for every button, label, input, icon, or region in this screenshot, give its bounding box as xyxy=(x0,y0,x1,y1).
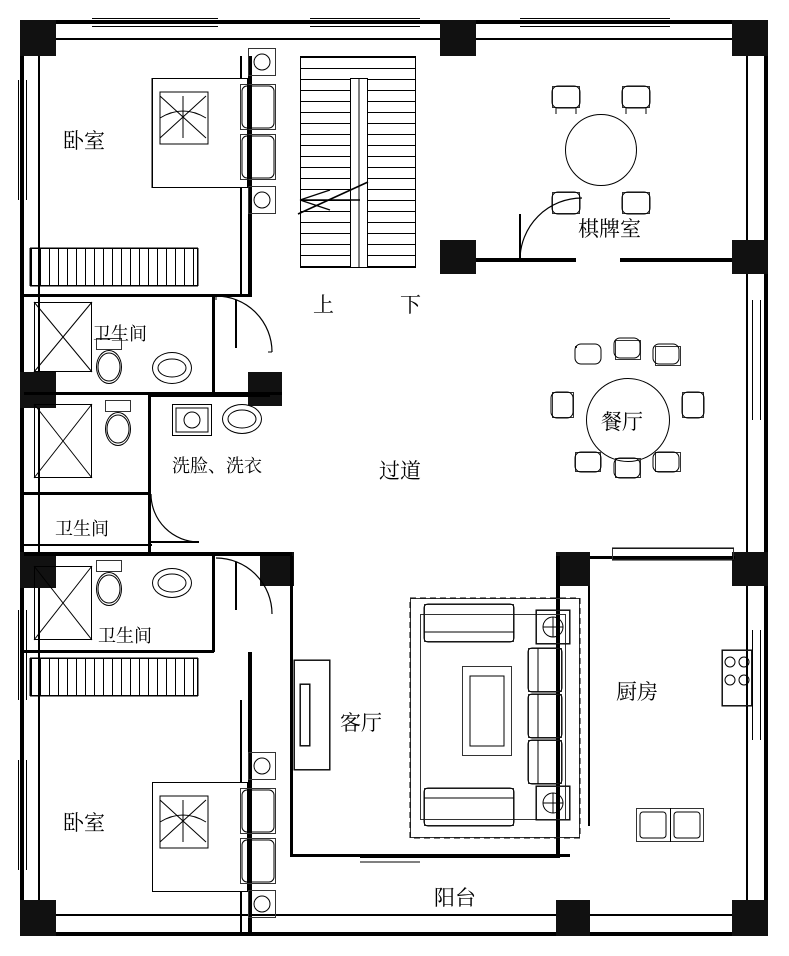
column-mr-upper xyxy=(440,240,476,274)
wardrobe-bottom xyxy=(30,658,198,696)
dining-chair-6 xyxy=(575,452,601,472)
nightstand-top-1 xyxy=(248,48,276,76)
column-mm xyxy=(248,372,282,406)
window-top-2b xyxy=(310,26,420,27)
window-top-3b xyxy=(520,26,670,27)
column-bm xyxy=(556,900,590,936)
dining-chair-4 xyxy=(552,392,574,418)
wall-mid-horizontal-b xyxy=(24,544,152,546)
window-right-1 xyxy=(760,300,761,420)
column-tr xyxy=(732,20,768,56)
wall-outer-top xyxy=(20,20,768,24)
label-living-room: 客厅 xyxy=(340,711,382,735)
wall-outer-right-inner xyxy=(746,20,748,936)
nightstand-bottom-1 xyxy=(248,752,276,780)
column-br xyxy=(732,900,768,936)
label-balcony: 阳台 xyxy=(434,886,476,910)
toilet-3-tank xyxy=(96,560,122,572)
wall-bath2-bottom xyxy=(24,492,151,495)
bed-bottom-pillow-b xyxy=(240,838,276,884)
dining-chair-2 xyxy=(615,340,641,360)
wall-outer-left xyxy=(20,20,24,936)
nightstand-top-2 xyxy=(248,186,276,214)
bed-bottom-pillow-a xyxy=(240,788,276,834)
wall-bath2-right xyxy=(148,395,151,495)
window-right-2b xyxy=(752,630,753,740)
wall-outer-left-inner xyxy=(38,20,40,936)
label-dining-room: 餐厅 xyxy=(601,410,643,434)
stove xyxy=(722,650,752,706)
sofa-top xyxy=(424,604,514,642)
label-bathroom-2: 卫生间 xyxy=(55,519,109,540)
wall-outer-top-inner xyxy=(20,38,768,40)
label-kitchen: 厨房 xyxy=(616,680,658,704)
bed-top-pillow-a xyxy=(240,84,276,130)
mahjong-chair-3 xyxy=(552,192,580,214)
toilet-3 xyxy=(96,572,122,606)
window-top-2 xyxy=(310,18,420,19)
mahjong-chair-2 xyxy=(622,86,650,108)
label-corridor: 过道 xyxy=(379,459,421,483)
dining-chair-5 xyxy=(682,392,704,418)
bed-bottom xyxy=(152,782,248,892)
toilet-2 xyxy=(105,412,131,446)
window-top-1b xyxy=(92,26,218,27)
column-r-lower xyxy=(732,552,768,586)
window-left-1 xyxy=(18,80,19,200)
wall-below-bedroom-top xyxy=(24,294,252,297)
mahjong-table xyxy=(565,114,637,186)
sofa-right-2 xyxy=(528,694,562,738)
wall-outer-bottom xyxy=(20,932,768,936)
wall-balcony-top xyxy=(360,856,560,858)
kitchen-sink-divider xyxy=(670,808,671,842)
label-bedroom-bottom: 卧室 xyxy=(63,811,105,835)
side-table-bottom xyxy=(536,786,570,820)
sink-3 xyxy=(152,568,192,598)
tv xyxy=(300,684,310,746)
kitchen-counter-top xyxy=(612,548,734,560)
toilet-2-tank xyxy=(105,400,131,412)
label-bathroom-3: 卫生间 xyxy=(98,626,152,647)
label-stair-up: 上 xyxy=(313,293,334,317)
label-bathroom-1: 卫生间 xyxy=(93,324,147,345)
bed-top-pillow-b xyxy=(240,134,276,180)
toilet-1 xyxy=(96,350,122,384)
stair-railing xyxy=(350,78,368,268)
window-top-3 xyxy=(520,18,670,19)
column-tm xyxy=(440,20,476,56)
wall-bath3-bottom xyxy=(24,650,214,653)
sofa-right-3 xyxy=(528,740,562,784)
wall-bath1-right xyxy=(212,294,215,394)
window-right-2 xyxy=(760,630,761,740)
wall-outer-right xyxy=(764,20,768,936)
sofa-right-1 xyxy=(528,648,562,692)
wall-wash-top xyxy=(150,394,270,397)
dining-chair-3 xyxy=(655,346,681,366)
sofa-bottom xyxy=(424,788,514,826)
window-left-3b xyxy=(26,760,27,870)
wall-kitchen-left-b xyxy=(588,586,590,826)
window-left-2 xyxy=(18,610,19,700)
mahjong-chair-4 xyxy=(622,192,650,214)
label-mahjong-room: 棋牌室 xyxy=(578,217,641,241)
wardrobe-top xyxy=(30,248,198,286)
window-right-1b xyxy=(752,300,753,420)
wall-living-left xyxy=(290,556,293,856)
window-left-2b xyxy=(26,610,27,700)
label-wash-laundry: 洗脸、洗衣 xyxy=(172,456,262,477)
wall-mid-horizontal xyxy=(24,552,292,556)
mahjong-chair-1 xyxy=(552,86,580,108)
column-bl xyxy=(20,900,56,936)
shower-3 xyxy=(34,566,92,640)
column-right-upper xyxy=(732,240,768,274)
wall-outer-bottom-inner xyxy=(20,914,768,916)
column-ml xyxy=(20,372,56,408)
nightstand-bottom-2 xyxy=(248,890,276,918)
side-table-top xyxy=(536,610,570,644)
column-mr-lower xyxy=(556,552,590,586)
window-left-3 xyxy=(18,760,19,870)
wall-mahjong-bottom-2 xyxy=(620,258,732,262)
shower-1 xyxy=(34,302,92,372)
label-stair-down: 下 xyxy=(400,293,421,317)
label-bedroom-top: 卧室 xyxy=(63,129,105,153)
sink-1 xyxy=(152,352,192,384)
bed-top xyxy=(152,78,248,188)
dining-chair-8 xyxy=(655,452,681,472)
washing-machine xyxy=(172,404,212,436)
coffee-table xyxy=(462,666,512,756)
window-top-1 xyxy=(92,18,218,19)
wall-bath3-right xyxy=(212,556,215,652)
dining-chair-1 xyxy=(575,346,577,348)
wash-basin xyxy=(222,404,262,434)
shower-2 xyxy=(34,404,92,478)
dining-chair-7 xyxy=(615,458,641,478)
column-tl xyxy=(20,20,56,56)
window-left-1b xyxy=(26,80,27,200)
wall-mahjong-bottom xyxy=(476,258,576,262)
column-m-lower xyxy=(260,552,294,586)
